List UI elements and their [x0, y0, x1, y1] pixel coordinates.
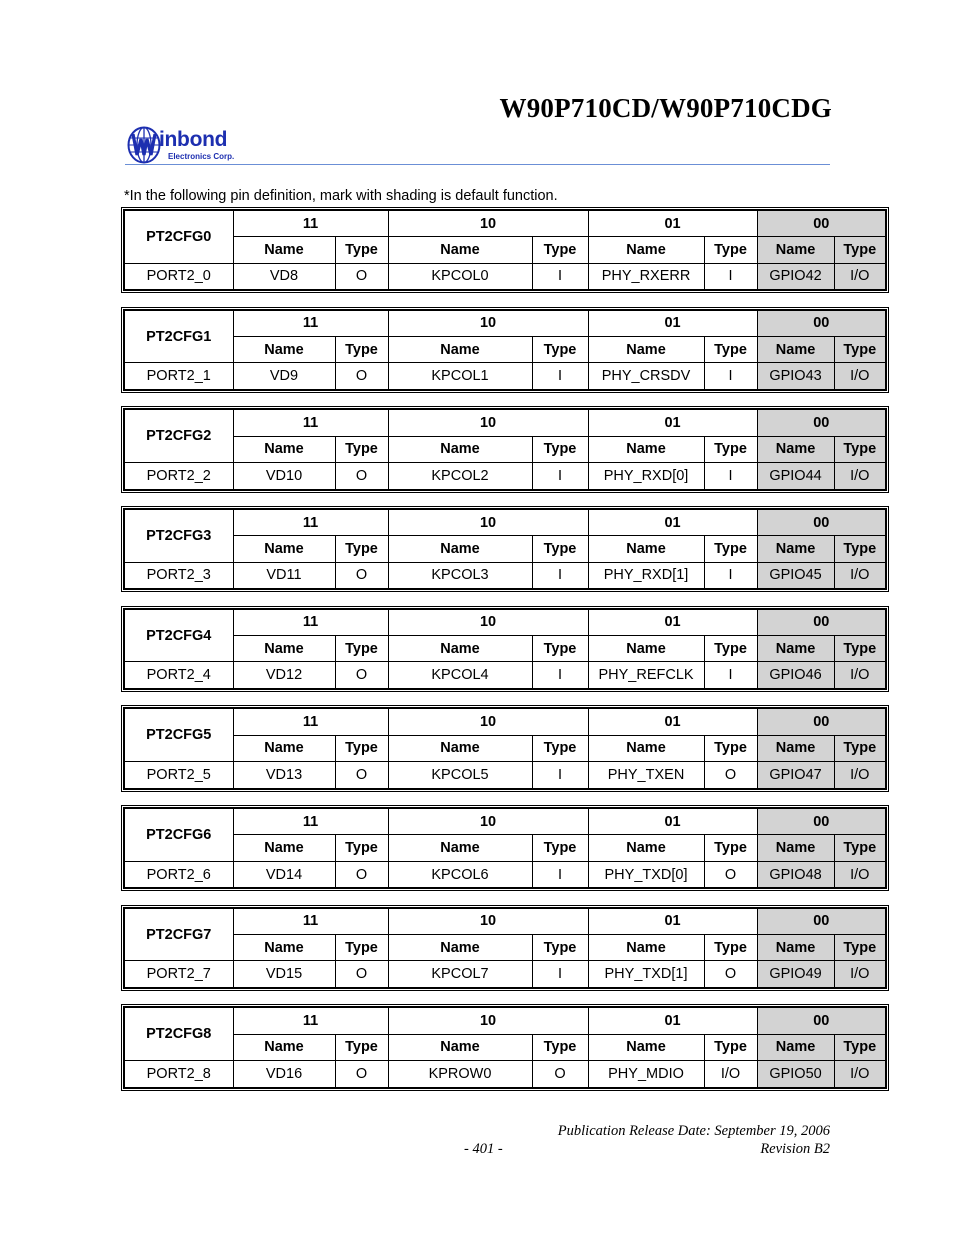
name-column-header: Name [388, 1034, 532, 1060]
pin-function-name: KPCOL5 [388, 762, 532, 789]
pin-function-type: I/O [834, 263, 886, 290]
type-column-header: Type [335, 636, 388, 662]
pin-function-name: PHY_RXD[1] [588, 562, 704, 589]
pin-function-type: I [704, 463, 757, 490]
logo-subtitle: Electronics Corp. [168, 152, 235, 161]
pin-function-type: I/O [834, 961, 886, 988]
pin-function-name: KPCOL0 [388, 263, 532, 290]
pin-function-name: KPCOL3 [388, 562, 532, 589]
function-group-header: 01 [588, 808, 757, 835]
function-group-header: 11 [233, 409, 388, 436]
name-column-header: Name [233, 1034, 335, 1060]
pin-function-type: I/O [704, 1061, 757, 1088]
pin-function-name: KPCOL6 [388, 861, 532, 888]
type-column-header: Type [834, 935, 886, 961]
name-column-header: Name [388, 636, 532, 662]
type-column-header: Type [834, 735, 886, 761]
type-column-header: Type [834, 436, 886, 462]
port-name: PORT2_8 [124, 1061, 233, 1088]
port-name: PORT2_0 [124, 263, 233, 290]
function-group-header: 01 [588, 409, 757, 436]
globe-logo-icon [127, 125, 161, 165]
pin-function-type: O [335, 762, 388, 789]
pin-function-type: I [704, 662, 757, 689]
function-group-header: 00 [757, 609, 886, 636]
type-column-header: Type [834, 237, 886, 263]
function-group-header: 10 [388, 210, 588, 237]
type-column-header: Type [704, 237, 757, 263]
function-group-header: 10 [388, 1007, 588, 1034]
register-name: PT2CFG0 [124, 210, 233, 263]
pin-config-table [123, 1006, 887, 1088]
port-name: PORT2_3 [124, 562, 233, 589]
pin-function-type: I [704, 562, 757, 589]
type-column-header: Type [335, 835, 388, 861]
type-column-header: Type [335, 1034, 388, 1060]
pin-function-name: PHY_CRSDV [588, 363, 704, 390]
pin-function-type: I [532, 562, 588, 589]
function-group-header: 00 [757, 1007, 886, 1034]
function-group-header: 00 [757, 509, 886, 536]
pin-config-table [123, 807, 887, 889]
function-group-header: 10 [388, 708, 588, 735]
name-column-header: Name [588, 237, 704, 263]
pin-function-name: VD16 [233, 1061, 335, 1088]
type-column-header: Type [532, 835, 588, 861]
pin-function-name: KPCOL1 [388, 363, 532, 390]
type-column-header: Type [532, 337, 588, 363]
pin-config-table [123, 209, 887, 291]
pin-function-type: I [532, 463, 588, 490]
name-column-header: Name [588, 337, 704, 363]
function-group-header: 10 [388, 908, 588, 935]
type-column-header: Type [704, 935, 757, 961]
pin-function-name: VD11 [233, 562, 335, 589]
function-group-header: 10 [388, 310, 588, 337]
register-name: PT2CFG1 [124, 310, 233, 363]
pin-function-name: VD12 [233, 662, 335, 689]
name-column-header: Name [757, 536, 834, 562]
type-column-header: Type [532, 436, 588, 462]
pin-function-type: I/O [834, 562, 886, 589]
name-column-header: Name [757, 337, 834, 363]
pin-function-type: I [532, 961, 588, 988]
pin-config-table [123, 907, 887, 989]
pin-function-type: O [704, 961, 757, 988]
pin-function-type: O [335, 562, 388, 589]
type-column-header: Type [704, 835, 757, 861]
function-group-header: 11 [233, 509, 388, 536]
pin-function-type: O [335, 463, 388, 490]
name-column-header: Name [388, 536, 532, 562]
name-column-header: Name [757, 1034, 834, 1060]
pin-function-type: I [704, 363, 757, 390]
type-column-header: Type [704, 636, 757, 662]
function-group-header: 01 [588, 509, 757, 536]
name-column-header: Name [233, 337, 335, 363]
name-column-header: Name [588, 436, 704, 462]
port-name: PORT2_1 [124, 363, 233, 390]
name-column-header: Name [588, 935, 704, 961]
pin-function-type: O [335, 363, 388, 390]
function-group-header: 01 [588, 609, 757, 636]
pin-function-name: GPIO45 [757, 562, 834, 589]
pin-function-type: O [335, 861, 388, 888]
footer-revision: Revision B2 [760, 1141, 830, 1157]
pin-function-name: PHY_TXD[1] [588, 961, 704, 988]
header-rule [125, 164, 830, 165]
function-group-header: 00 [757, 409, 886, 436]
pin-function-type: I/O [834, 762, 886, 789]
name-column-header: Name [388, 735, 532, 761]
type-column-header: Type [335, 735, 388, 761]
function-group-header: 00 [757, 310, 886, 337]
type-column-header: Type [335, 935, 388, 961]
type-column-header: Type [532, 1034, 588, 1060]
function-group-header: 10 [388, 609, 588, 636]
function-group-header: 01 [588, 210, 757, 237]
footer-release-date: Publication Release Date: September 19, 2006 [557, 1123, 830, 1139]
function-group-header: 10 [388, 409, 588, 436]
port-name: PORT2_5 [124, 762, 233, 789]
port-name: PORT2_4 [124, 662, 233, 689]
name-column-header: Name [233, 636, 335, 662]
footer-page-number: - 401 - [464, 1141, 503, 1157]
pin-function-name: PHY_REFCLK [588, 662, 704, 689]
type-column-header: Type [532, 536, 588, 562]
name-column-header: Name [233, 536, 335, 562]
pin-function-name: VD13 [233, 762, 335, 789]
type-column-header: Type [704, 735, 757, 761]
type-column-header: Type [532, 636, 588, 662]
pin-function-type: O [704, 861, 757, 888]
pin-function-name: VD15 [233, 961, 335, 988]
pin-function-name: KPCOL4 [388, 662, 532, 689]
function-group-header: 11 [233, 609, 388, 636]
function-group-header: 01 [588, 908, 757, 935]
name-column-header: Name [757, 237, 834, 263]
pin-function-type: I/O [834, 861, 886, 888]
function-group-header: 11 [233, 708, 388, 735]
type-column-header: Type [335, 536, 388, 562]
document-title: W90P710CD/W90P710CDG [499, 93, 832, 123]
type-column-header: Type [532, 735, 588, 761]
pin-function-type: I [532, 861, 588, 888]
logo-wordmark: inbond [159, 128, 228, 151]
name-column-header: Name [588, 536, 704, 562]
type-column-header: Type [532, 237, 588, 263]
pin-function-name: GPIO48 [757, 861, 834, 888]
name-column-header: Name [233, 835, 335, 861]
name-column-header: Name [233, 436, 335, 462]
type-column-header: Type [335, 436, 388, 462]
function-group-header: 01 [588, 1007, 757, 1034]
pin-function-name: VD9 [233, 363, 335, 390]
pin-function-name: VD8 [233, 263, 335, 290]
port-name: PORT2_2 [124, 463, 233, 490]
type-column-header: Type [834, 337, 886, 363]
pin-function-name: GPIO46 [757, 662, 834, 689]
register-name: PT2CFG5 [124, 708, 233, 761]
name-column-header: Name [388, 835, 532, 861]
type-column-header: Type [704, 337, 757, 363]
pin-function-name: PHY_TXD[0] [588, 861, 704, 888]
pin-config-table [123, 309, 887, 391]
pin-function-name: PHY_MDIO [588, 1061, 704, 1088]
name-column-header: Name [588, 1034, 704, 1060]
type-column-header: Type [335, 237, 388, 263]
pin-function-type: I [532, 662, 588, 689]
type-column-header: Type [834, 835, 886, 861]
pin-function-name: VD10 [233, 463, 335, 490]
type-column-header: Type [834, 1034, 886, 1060]
port-name: PORT2_7 [124, 961, 233, 988]
register-name: PT2CFG8 [124, 1007, 233, 1060]
name-column-header: Name [757, 835, 834, 861]
pin-function-type: O [335, 1061, 388, 1088]
pin-function-name: KPCOL7 [388, 961, 532, 988]
pin-config-table [123, 408, 887, 490]
name-column-header: Name [233, 735, 335, 761]
port-name: PORT2_6 [124, 861, 233, 888]
pin-function-type: I/O [834, 662, 886, 689]
type-column-header: Type [834, 636, 886, 662]
pin-function-name: PHY_TXEN [588, 762, 704, 789]
type-column-header: Type [834, 536, 886, 562]
function-group-header: 11 [233, 908, 388, 935]
pin-config-tables [123, 209, 877, 1106]
name-column-header: Name [233, 237, 335, 263]
name-column-header: Name [757, 436, 834, 462]
name-column-header: Name [757, 935, 834, 961]
pin-function-name: GPIO47 [757, 762, 834, 789]
function-group-header: 11 [233, 310, 388, 337]
pin-function-name: KPROW0 [388, 1061, 532, 1088]
pin-function-type: I/O [834, 363, 886, 390]
type-column-header: Type [704, 536, 757, 562]
pin-function-name: GPIO43 [757, 363, 834, 390]
pin-config-table [123, 707, 887, 789]
function-group-header: 11 [233, 210, 388, 237]
function-group-header: 01 [588, 708, 757, 735]
register-name: PT2CFG4 [124, 609, 233, 662]
function-group-header: 01 [588, 310, 757, 337]
pin-function-type: I/O [834, 1061, 886, 1088]
pin-function-type: I/O [834, 463, 886, 490]
pin-function-name: GPIO49 [757, 961, 834, 988]
pin-function-name: GPIO44 [757, 463, 834, 490]
pin-function-type: O [335, 662, 388, 689]
pin-function-name: GPIO42 [757, 263, 834, 290]
pin-function-type: I [532, 762, 588, 789]
register-name: PT2CFG3 [124, 509, 233, 562]
pin-function-name: GPIO50 [757, 1061, 834, 1088]
type-column-header: Type [704, 436, 757, 462]
pin-function-type: O [335, 263, 388, 290]
function-group-header: 11 [233, 808, 388, 835]
name-column-header: Name [757, 636, 834, 662]
function-group-header: 11 [233, 1007, 388, 1034]
pin-function-type: O [532, 1061, 588, 1088]
register-name: PT2CFG2 [124, 409, 233, 462]
function-group-header: 00 [757, 908, 886, 935]
register-name: PT2CFG6 [124, 808, 233, 861]
name-column-header: Name [588, 835, 704, 861]
winbond-logo [127, 125, 252, 167]
function-group-header: 00 [757, 708, 886, 735]
function-group-header: 10 [388, 509, 588, 536]
function-group-header: 10 [388, 808, 588, 835]
name-column-header: Name [388, 237, 532, 263]
pin-function-type: I [704, 263, 757, 290]
name-column-header: Name [233, 935, 335, 961]
pin-function-type: O [335, 961, 388, 988]
shading-note: *In the following pin definition, mark with shading is default function. [124, 188, 558, 204]
name-column-header: Name [757, 735, 834, 761]
pin-function-name: VD14 [233, 861, 335, 888]
pin-config-table [123, 608, 887, 690]
name-column-header: Name [388, 337, 532, 363]
pin-config-table [123, 508, 887, 590]
pin-function-name: KPCOL2 [388, 463, 532, 490]
function-group-header: 00 [757, 210, 886, 237]
name-column-header: Name [588, 636, 704, 662]
type-column-header: Type [532, 935, 588, 961]
pin-function-name: PHY_RXD[0] [588, 463, 704, 490]
pin-function-type: I [532, 363, 588, 390]
type-column-header: Type [335, 337, 388, 363]
name-column-header: Name [388, 436, 532, 462]
pin-function-name: PHY_RXERR [588, 263, 704, 290]
pin-function-type: O [704, 762, 757, 789]
name-column-header: Name [388, 935, 532, 961]
register-name: PT2CFG7 [124, 908, 233, 961]
type-column-header: Type [704, 1034, 757, 1060]
function-group-header: 00 [757, 808, 886, 835]
name-column-header: Name [588, 735, 704, 761]
pin-function-type: I [532, 263, 588, 290]
